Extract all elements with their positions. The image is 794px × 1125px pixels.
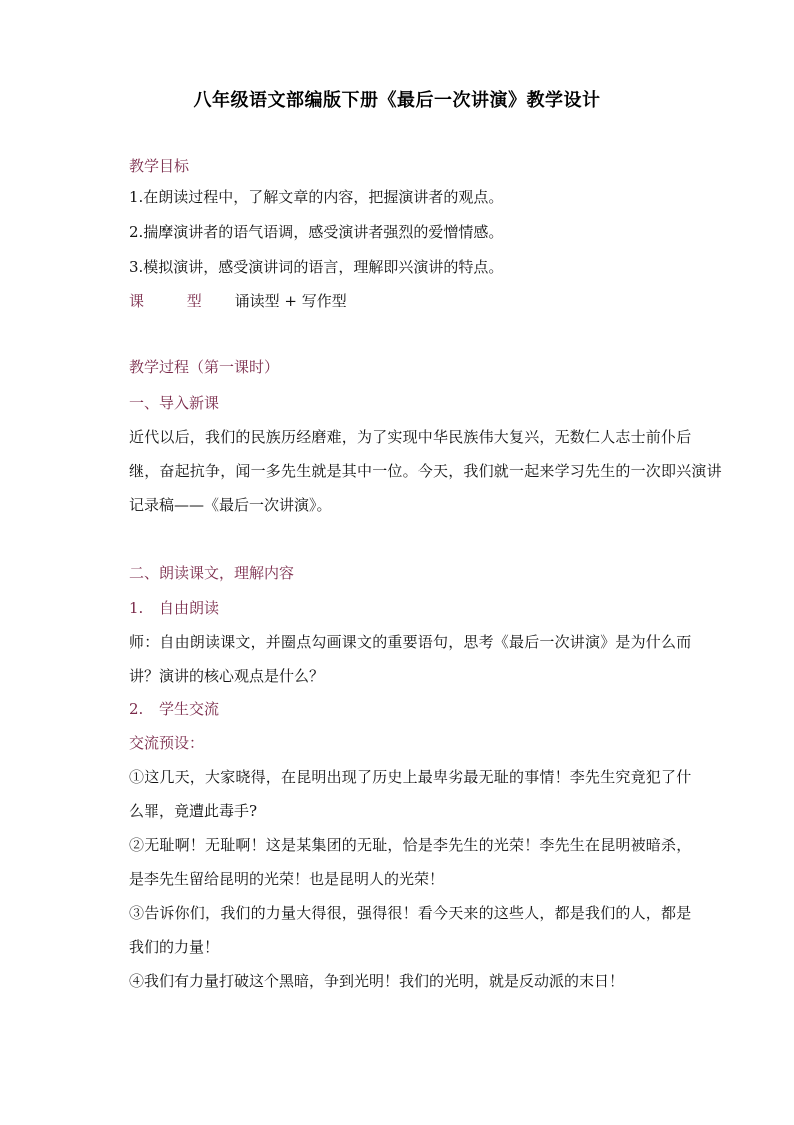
preset-2-line-2: 是李先生留给昆明的光荣！也是昆明人的光荣！	[129, 870, 445, 888]
course-type-value: 诵读型 + 写作型	[234, 292, 347, 310]
course-type-row	[129, 291, 347, 311]
preset-4-line-1: ④我们有力量打破这个黑暗，争到光明！我们的光明，就是反动派的末日！	[129, 972, 625, 990]
preset-1-line-1: ①这几天，大家晓得，在昆明出现了历史上最卑劣最无耻的事情！李先生究竟犯了什	[129, 768, 692, 786]
objective-item-1: 1.在朗读过程中，了解文章的内容，把握演讲者的观点。	[129, 188, 504, 206]
objective-item-3: 3.模拟演讲，感受演讲词的语言，理解即兴演讲的特点。	[129, 258, 504, 276]
step2-number: 2.	[129, 700, 144, 718]
step2-row	[129, 699, 219, 719]
step1-label: 自由朗读	[159, 599, 220, 617]
section1-heading: 一、导入新课	[129, 394, 220, 412]
step1-number: 1.	[129, 599, 144, 617]
section1-paragraph-line-3: 记录稿——《最后一次讲演》。	[129, 496, 332, 514]
course-type-label-1: 课	[129, 292, 145, 310]
objectives-heading: 教学目标	[129, 157, 190, 175]
preset-1-line-2: 么罪，竟遭此毒手?	[129, 802, 258, 820]
preset-2-line-1: ②无耻啊！无耻啊！这是某集团的无耻，恰是李先生的光荣！李先生在昆明被暗杀，	[129, 836, 692, 854]
step2-label: 学生交流	[159, 700, 220, 718]
objective-item-2: 2.揣摩演讲者的语气语调，感受演讲者强烈的爱憎情感。	[129, 223, 504, 241]
process-heading: 教学过程（第一课时）	[129, 358, 280, 376]
document-title: 八年级语文部编版下册《最后一次讲演》教学设计	[193, 90, 601, 111]
course-type-label-2: 型	[186, 292, 202, 310]
section1-paragraph-line-2: 继，奋起抗争，闻一多先生就是其中一位。今天，我们就一起来学习先生的一次即兴演讲	[129, 462, 722, 480]
preset-heading: 交流预设：	[129, 734, 205, 752]
teacher-line-2: 讲？演讲的核心观点是什么？	[129, 667, 325, 685]
section1-paragraph-line-1: 近代以后，我们的民族历经磨难，为了实现中华民族伟大复兴，无数仁人志士前仆后	[129, 428, 692, 446]
preset-3-line-2: 我们的力量！	[129, 938, 220, 956]
step1-row	[129, 598, 219, 618]
section2-heading: 二、朗读课文，理解内容	[129, 564, 295, 582]
teacher-line-1: 师：自由朗读课文，并圈点勾画课文的重要语句，思考《最后一次讲演》是为什么而	[129, 633, 692, 651]
preset-3-line-1: ③告诉你们，我们的力量大得很，强得很！看今天来的这些人，都是我们的人，都是	[129, 904, 692, 922]
